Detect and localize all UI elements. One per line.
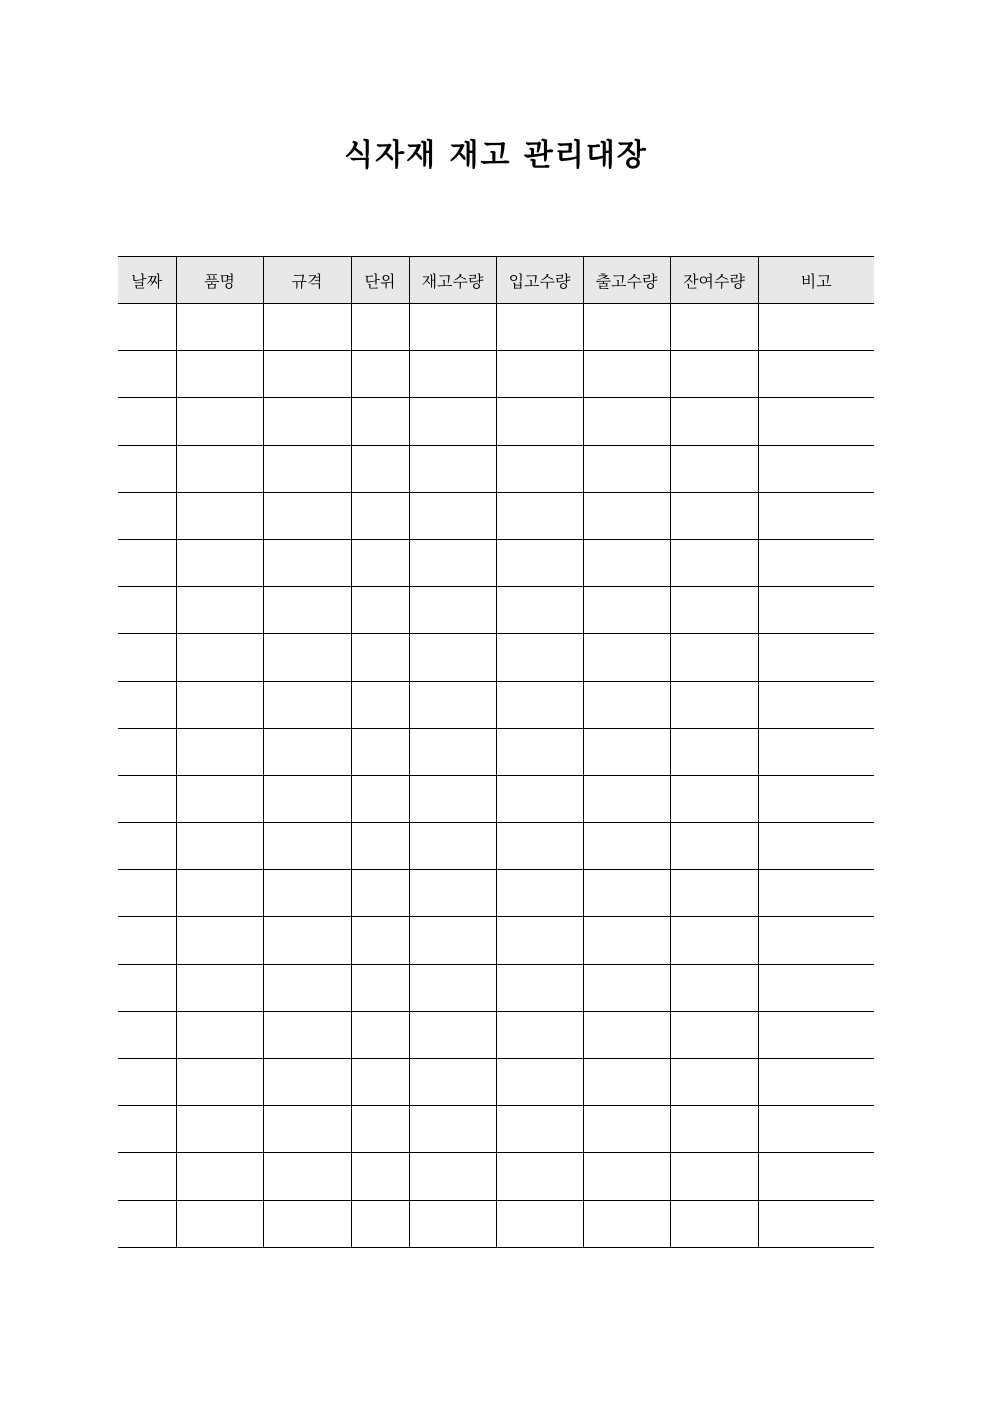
table-cell-spec[interactable]: [263, 539, 351, 586]
table-cell-item-name[interactable]: [176, 917, 263, 964]
table-cell-unit[interactable]: [351, 539, 409, 586]
table-cell-unit[interactable]: [351, 492, 409, 539]
table-cell-item-name[interactable]: [176, 634, 263, 681]
table-cell-in-qty[interactable]: [496, 1106, 583, 1153]
table-cell-spec[interactable]: [263, 1011, 351, 1058]
table-cell-remaining-qty[interactable]: [670, 398, 758, 445]
table-cell-stock-qty[interactable]: [409, 1059, 496, 1106]
table-cell-remaining-qty[interactable]: [670, 681, 758, 728]
table-cell-notes[interactable]: [758, 1059, 874, 1106]
table-cell-out-qty[interactable]: [583, 304, 670, 351]
table-cell-item-name[interactable]: [176, 351, 263, 398]
table-cell-unit[interactable]: [351, 964, 409, 1011]
table-cell-stock-qty[interactable]: [409, 681, 496, 728]
table-cell-date[interactable]: [118, 775, 176, 822]
table-cell-remaining-qty[interactable]: [670, 1106, 758, 1153]
table-cell-stock-qty[interactable]: [409, 1200, 496, 1247]
table-cell-in-qty[interactable]: [496, 304, 583, 351]
table-cell-spec[interactable]: [263, 1153, 351, 1200]
table-cell-in-qty[interactable]: [496, 539, 583, 586]
table-cell-date[interactable]: [118, 1106, 176, 1153]
table-cell-unit[interactable]: [351, 1059, 409, 1106]
table-cell-unit[interactable]: [351, 304, 409, 351]
table-cell-stock-qty[interactable]: [409, 634, 496, 681]
table-cell-notes[interactable]: [758, 445, 874, 492]
table-cell-notes[interactable]: [758, 539, 874, 586]
table-cell-spec[interactable]: [263, 823, 351, 870]
inventory-ledger-table: [118, 256, 874, 1248]
table-cell-out-qty[interactable]: [583, 351, 670, 398]
table-cell-in-qty[interactable]: [496, 634, 583, 681]
table-cell-stock-qty[interactable]: [409, 398, 496, 445]
table-cell-stock-qty[interactable]: [409, 351, 496, 398]
table-cell-unit[interactable]: [351, 917, 409, 964]
table-cell-in-qty[interactable]: [496, 587, 583, 634]
table-cell-out-qty[interactable]: [583, 870, 670, 917]
table-cell-unit[interactable]: [351, 681, 409, 728]
table-cell-unit[interactable]: [351, 398, 409, 445]
table-row: [118, 681, 874, 728]
table-cell-out-qty[interactable]: [583, 587, 670, 634]
table-cell-in-qty[interactable]: [496, 1011, 583, 1058]
table-cell-spec[interactable]: [263, 964, 351, 1011]
table-cell-date[interactable]: [118, 1153, 176, 1200]
table-cell-date[interactable]: [118, 351, 176, 398]
table-cell-stock-qty[interactable]: [409, 917, 496, 964]
table-cell-date[interactable]: [118, 1059, 176, 1106]
table-cell-stock-qty[interactable]: [409, 587, 496, 634]
table-cell-item-name[interactable]: [176, 1011, 263, 1058]
table-cell-remaining-qty[interactable]: [670, 304, 758, 351]
table-cell-in-qty[interactable]: [496, 1153, 583, 1200]
table-cell-stock-qty[interactable]: [409, 304, 496, 351]
table-cell-in-qty[interactable]: [496, 823, 583, 870]
table-cell-out-qty[interactable]: [583, 1106, 670, 1153]
table-cell-date[interactable]: [118, 398, 176, 445]
table-cell-out-qty[interactable]: [583, 445, 670, 492]
table-row: [118, 304, 874, 351]
table-cell-spec[interactable]: [263, 445, 351, 492]
table-cell-in-qty[interactable]: [496, 351, 583, 398]
table-cell-item-name[interactable]: [176, 1153, 263, 1200]
table-cell-remaining-qty[interactable]: [670, 1059, 758, 1106]
table-cell-spec[interactable]: [263, 1106, 351, 1153]
table-row: [118, 445, 874, 492]
column-header-notes: 비고: [758, 257, 874, 304]
table-cell-in-qty[interactable]: [496, 398, 583, 445]
table-cell-stock-qty[interactable]: [409, 1011, 496, 1058]
table-cell-item-name[interactable]: [176, 492, 263, 539]
table-cell-unit[interactable]: [351, 351, 409, 398]
table-cell-date[interactable]: [118, 870, 176, 917]
table-cell-spec[interactable]: [263, 728, 351, 775]
table-cell-spec[interactable]: [263, 917, 351, 964]
table-cell-remaining-qty[interactable]: [670, 634, 758, 681]
table-cell-notes[interactable]: [758, 398, 874, 445]
table-row: [118, 1011, 874, 1058]
table-cell-spec[interactable]: [263, 870, 351, 917]
column-header-item-name: 품명: [176, 257, 263, 304]
table-cell-date[interactable]: [118, 634, 176, 681]
table-cell-unit[interactable]: [351, 1106, 409, 1153]
table-cell-date[interactable]: [118, 539, 176, 586]
table-cell-stock-qty[interactable]: [409, 1106, 496, 1153]
table-cell-stock-qty[interactable]: [409, 1153, 496, 1200]
table-cell-remaining-qty[interactable]: [670, 775, 758, 822]
table-cell-stock-qty[interactable]: [409, 964, 496, 1011]
table-cell-notes[interactable]: [758, 775, 874, 822]
table-cell-remaining-qty[interactable]: [670, 1200, 758, 1247]
table-cell-item-name[interactable]: [176, 1059, 263, 1106]
table-row: [118, 634, 874, 681]
table-cell-out-qty[interactable]: [583, 634, 670, 681]
column-header-stock-qty: 재고수량: [409, 257, 496, 304]
table-cell-stock-qty[interactable]: [409, 823, 496, 870]
table-row: [118, 964, 874, 1011]
table-cell-unit[interactable]: [351, 1200, 409, 1247]
table-cell-notes[interactable]: [758, 351, 874, 398]
table-cell-notes[interactable]: [758, 870, 874, 917]
table-cell-remaining-qty[interactable]: [670, 823, 758, 870]
table-cell-item-name[interactable]: [176, 304, 263, 351]
table-cell-stock-qty[interactable]: [409, 870, 496, 917]
table-row: [118, 728, 874, 775]
table-cell-item-name[interactable]: [176, 870, 263, 917]
table-cell-in-qty[interactable]: [496, 1200, 583, 1247]
table-cell-notes[interactable]: [758, 964, 874, 1011]
table-row: [118, 1059, 874, 1106]
table-cell-in-qty[interactable]: [496, 492, 583, 539]
table-cell-stock-qty[interactable]: [409, 492, 496, 539]
table-cell-in-qty[interactable]: [496, 681, 583, 728]
table-cell-unit[interactable]: [351, 823, 409, 870]
table-cell-out-qty[interactable]: [583, 398, 670, 445]
table-cell-notes[interactable]: [758, 492, 874, 539]
table-cell-date[interactable]: [118, 1200, 176, 1247]
table-cell-in-qty[interactable]: [496, 445, 583, 492]
table-cell-unit[interactable]: [351, 445, 409, 492]
table-cell-notes[interactable]: [758, 304, 874, 351]
table-cell-in-qty[interactable]: [496, 775, 583, 822]
table-cell-spec[interactable]: [263, 681, 351, 728]
table-cell-remaining-qty[interactable]: [670, 1153, 758, 1200]
table-cell-notes[interactable]: [758, 681, 874, 728]
table-cell-date[interactable]: [118, 964, 176, 1011]
table-row: [118, 917, 874, 964]
table-cell-notes[interactable]: [758, 1106, 874, 1153]
table-cell-notes[interactable]: [758, 823, 874, 870]
table-cell-date[interactable]: [118, 917, 176, 964]
table-body: [118, 304, 874, 1248]
table-cell-in-qty[interactable]: [496, 870, 583, 917]
table-cell-item-name[interactable]: [176, 728, 263, 775]
column-header-remaining-qty: 잔여수량: [670, 257, 758, 304]
table-cell-remaining-qty[interactable]: [670, 445, 758, 492]
table-cell-spec[interactable]: [263, 587, 351, 634]
table-cell-out-qty[interactable]: [583, 1059, 670, 1106]
table-cell-date[interactable]: [118, 728, 176, 775]
table-cell-out-qty[interactable]: [583, 917, 670, 964]
table-cell-out-qty[interactable]: [583, 1011, 670, 1058]
table-cell-out-qty[interactable]: [583, 728, 670, 775]
table-cell-spec[interactable]: [263, 492, 351, 539]
table-row: [118, 1153, 874, 1200]
table-cell-spec[interactable]: [263, 304, 351, 351]
table-cell-date[interactable]: [118, 492, 176, 539]
table-cell-item-name[interactable]: [176, 823, 263, 870]
table-row: [118, 775, 874, 822]
column-header-unit: 단위: [351, 257, 409, 304]
table-cell-unit[interactable]: [351, 587, 409, 634]
table-cell-notes[interactable]: [758, 587, 874, 634]
table-cell-stock-qty[interactable]: [409, 539, 496, 586]
table-cell-out-qty[interactable]: [583, 1200, 670, 1247]
table-cell-notes[interactable]: [758, 917, 874, 964]
table-cell-in-qty[interactable]: [496, 1059, 583, 1106]
table-cell-out-qty[interactable]: [583, 539, 670, 586]
page-title: 식자재 재고 관리대장: [344, 138, 648, 173]
table-row: [118, 492, 874, 539]
table-cell-remaining-qty[interactable]: [670, 728, 758, 775]
column-header-spec: 규격: [263, 257, 351, 304]
table-row: [118, 539, 874, 586]
column-header-in-qty: 입고수량: [496, 257, 583, 304]
table-cell-remaining-qty[interactable]: [670, 351, 758, 398]
table-cell-date[interactable]: [118, 587, 176, 634]
table-cell-spec[interactable]: [263, 634, 351, 681]
table-cell-notes[interactable]: [758, 1200, 874, 1247]
table-cell-item-name[interactable]: [176, 775, 263, 822]
table-row: [118, 823, 874, 870]
table-cell-item-name[interactable]: [176, 398, 263, 445]
table-cell-notes[interactable]: [758, 634, 874, 681]
table-cell-stock-qty[interactable]: [409, 728, 496, 775]
table-row: [118, 1200, 874, 1247]
table-header-row: [118, 257, 874, 304]
table-cell-item-name[interactable]: [176, 539, 263, 586]
table-cell-item-name[interactable]: [176, 1200, 263, 1247]
table-cell-in-qty[interactable]: [496, 728, 583, 775]
table-cell-unit[interactable]: [351, 728, 409, 775]
table-cell-in-qty[interactable]: [496, 964, 583, 1011]
table-cell-item-name[interactable]: [176, 681, 263, 728]
table-cell-item-name[interactable]: [176, 445, 263, 492]
table-cell-in-qty[interactable]: [496, 917, 583, 964]
table-cell-date[interactable]: [118, 823, 176, 870]
table-cell-unit[interactable]: [351, 870, 409, 917]
table-cell-remaining-qty[interactable]: [670, 870, 758, 917]
table-row: [118, 1106, 874, 1153]
table-cell-out-qty[interactable]: [583, 964, 670, 1011]
table-cell-spec[interactable]: [263, 1059, 351, 1106]
table-cell-remaining-qty[interactable]: [670, 587, 758, 634]
table-cell-date[interactable]: [118, 1011, 176, 1058]
table-cell-spec[interactable]: [263, 398, 351, 445]
table-cell-out-qty[interactable]: [583, 492, 670, 539]
table-cell-notes[interactable]: [758, 1153, 874, 1200]
table-cell-item-name[interactable]: [176, 1106, 263, 1153]
table-cell-out-qty[interactable]: [583, 823, 670, 870]
table-row: [118, 587, 874, 634]
table-cell-remaining-qty[interactable]: [670, 539, 758, 586]
table-cell-out-qty[interactable]: [583, 775, 670, 822]
table-row: [118, 398, 874, 445]
table-cell-spec[interactable]: [263, 775, 351, 822]
table-cell-item-name[interactable]: [176, 587, 263, 634]
table-cell-stock-qty[interactable]: [409, 775, 496, 822]
table-cell-item-name[interactable]: [176, 964, 263, 1011]
table-cell-date[interactable]: [118, 445, 176, 492]
table-cell-date[interactable]: [118, 304, 176, 351]
column-header-date: 날짜: [118, 257, 176, 304]
table-cell-remaining-qty[interactable]: [670, 917, 758, 964]
table-row: [118, 870, 874, 917]
table-cell-remaining-qty[interactable]: [670, 492, 758, 539]
table-cell-unit[interactable]: [351, 775, 409, 822]
table-cell-spec[interactable]: [263, 1200, 351, 1247]
table-cell-unit[interactable]: [351, 1011, 409, 1058]
table-cell-notes[interactable]: [758, 1011, 874, 1058]
table-row: [118, 351, 874, 398]
table-cell-remaining-qty[interactable]: [670, 1011, 758, 1058]
table-cell-out-qty[interactable]: [583, 1153, 670, 1200]
table-cell-out-qty[interactable]: [583, 681, 670, 728]
table-cell-unit[interactable]: [351, 634, 409, 681]
table-cell-date[interactable]: [118, 681, 176, 728]
table-cell-spec[interactable]: [263, 351, 351, 398]
table-cell-stock-qty[interactable]: [409, 445, 496, 492]
table-cell-remaining-qty[interactable]: [670, 964, 758, 1011]
column-header-out-qty: 출고수량: [583, 257, 670, 304]
table-cell-notes[interactable]: [758, 728, 874, 775]
table-cell-unit[interactable]: [351, 1153, 409, 1200]
